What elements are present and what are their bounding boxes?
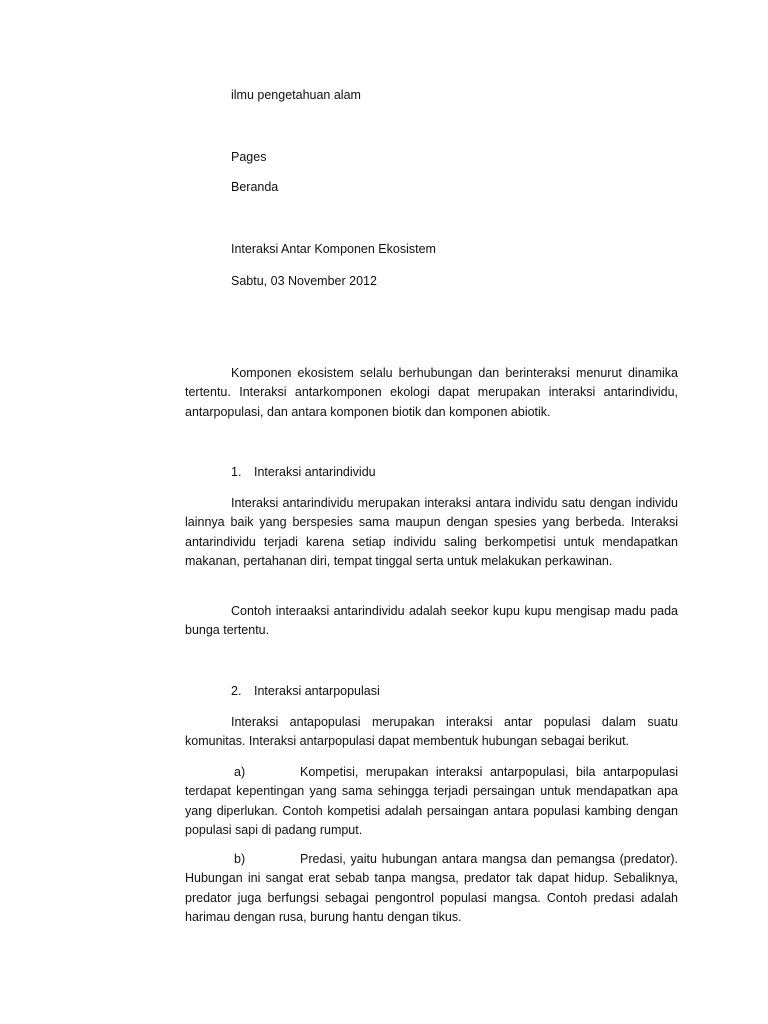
list-item-text: Predasi, yaitu hubungan antara mangsa dan pemangsa (predator). Hubungan ini sangat erat sebab tanpa mangsa, predator tak dapat hidup. Sebaliknya, predator juga berfungsi sebagai pengontrol populasi mangsa. Contoh predasi adalah harimau dengan rusa, burung hantu dengan tikus. [185,852,678,925]
section-number: 1. [231,465,242,479]
section-heading-2 [231,682,380,701]
section-heading-1 [231,463,376,482]
list-item-label: b) [234,852,246,866]
section1-paragraph-1: Interaksi antarindividu merupakan interaksi antara individu satu dengan individu lainnya baik yang berspesies sama maupun dengan spesies yang berbeda. Interaksi antarindividu terjadi karena setiap individu saling berkompetisi untuk mendapatkan makanan, pertahanan diri, tempat tinggal serta untuk melakukan perkawinan. [185,496,678,569]
section-heading-text: Interaksi antarpopulasi [254,684,380,698]
section1-paragraph-2: Contoh interaaksi antarindividu adalah seekor kupu kupu mengisap madu pada bunga tertentu. [185,604,678,638]
section2-paragraph-1: Interaksi antapopulasi merupakan interaksi antar populasi dalam suatu komunitas. Interaksi antarpopulasi dapat membentuk hubungan sebagai berikut. [185,715,678,749]
site-title: ilmu pengetahuan alam [231,88,361,102]
section-number: 2. [231,684,242,698]
post-title: Interaksi Antar Komponen Ekosistem [231,242,436,256]
intro-paragraph: Komponen ekosistem selalu berhubungan dan berinteraksi menurut dinamika tertentu. Interaksi antarkomponen ekologi dapat merupakan interaksi antarindividu, antarpopulasi, dan antara komponen biotik dan komponen abiotik. [185,366,678,419]
section-heading-text: Interaksi antarindividu [254,465,376,479]
nav-home-link: Beranda [231,180,279,194]
list-item-a [185,763,678,841]
post-date: Sabtu, 03 November 2012 [231,274,377,288]
list-item-label: a) [234,765,246,779]
pages-label: Pages [231,150,267,164]
list-item-b [185,850,678,928]
list-item-text: Kompetisi, merupakan interaksi antarpopulasi, bila antarpopulasi terdapat kepentingan yang sama sehingga terjadi persaingan untuk mendapatkan apa yang diperlukan. Contoh kompetisi adalah persaingan antara populasi kambing dengan populasi sapi di padang rumput. [185,765,678,838]
